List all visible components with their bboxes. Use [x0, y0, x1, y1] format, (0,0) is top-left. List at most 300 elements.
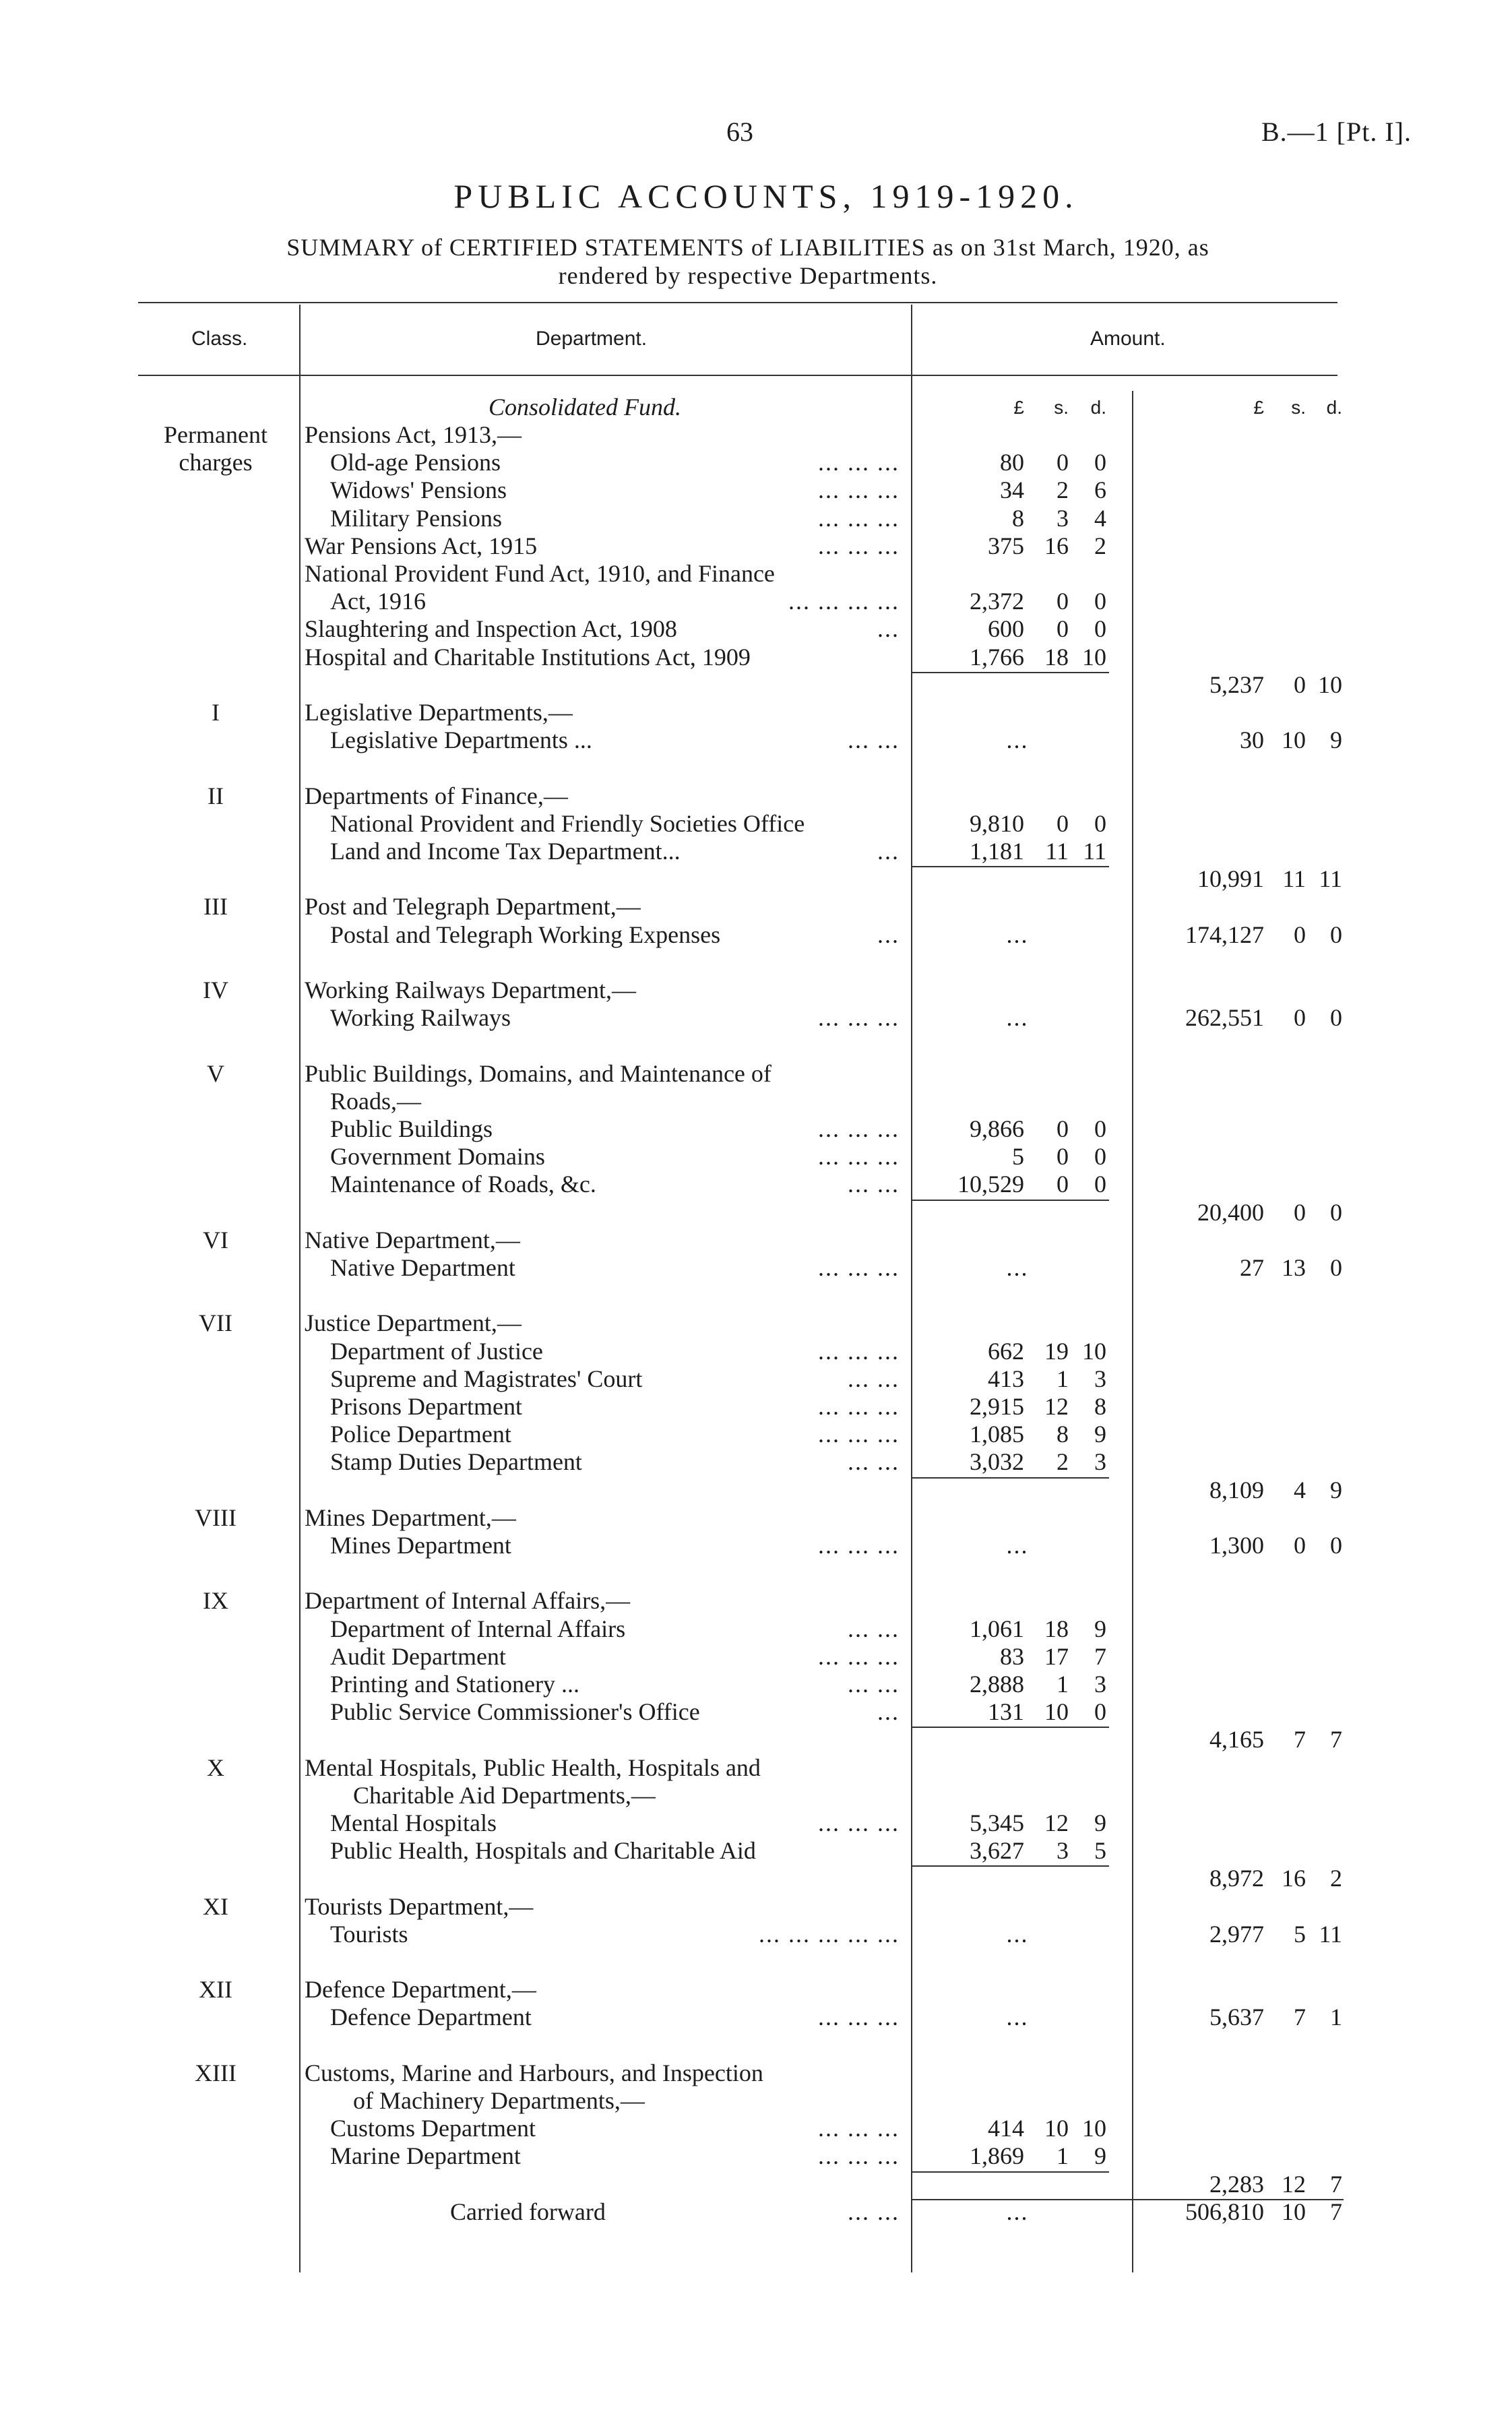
total-pence: 11	[1319, 1920, 1342, 1948]
item-pounds: 662	[988, 1337, 1024, 1365]
item-shillings: 8	[1057, 1421, 1069, 1448]
item-pence: 8	[1094, 1393, 1106, 1420]
item-shillings: 18	[1044, 643, 1069, 671]
table-row	[0, 1393, 1512, 1421]
table-row	[0, 1365, 1512, 1393]
item-pounds: 34	[1000, 476, 1024, 504]
table-row	[0, 1171, 1512, 1198]
item-pounds: 5	[1012, 1143, 1024, 1171]
total-shillings: 7	[1294, 2004, 1306, 2031]
table-row	[0, 1309, 1512, 1337]
item-pence: 10	[1082, 643, 1106, 671]
total-pounds: 4,165	[1209, 1726, 1264, 1754]
table-row	[0, 2198, 1512, 2226]
row-description: Government Domains	[330, 1143, 545, 1171]
total-pence: 7	[1330, 2198, 1342, 2225]
row-description: Working Railways	[330, 1004, 511, 1032]
row-class: Permanent	[164, 421, 267, 448]
item-pounds: 600	[988, 615, 1024, 643]
row-description: Native Department,—	[305, 1226, 520, 1253]
table-row	[0, 893, 1512, 921]
table-row	[0, 588, 1512, 615]
item-pence: 7	[1094, 1642, 1106, 1670]
column-header-class: Class.	[191, 328, 248, 350]
row-description: Charitable Aid Departments,—	[353, 1781, 656, 1809]
total-shillings: 10	[1282, 2198, 1306, 2225]
item-pounds: 1,766	[970, 643, 1024, 671]
item-pence: 9	[1094, 1615, 1106, 1642]
table-row	[0, 1199, 1512, 1227]
total-pound-header: £	[1253, 397, 1264, 418]
item-shillings: 19	[1044, 1337, 1069, 1365]
row-class: XI	[203, 1892, 228, 1920]
table-row	[0, 1338, 1512, 1365]
row-class: XIII	[195, 2059, 237, 2086]
table-row	[0, 1893, 1512, 1921]
row-description: Defence Department,—	[305, 1976, 536, 2004]
item-shillings: 1	[1057, 1671, 1069, 1698]
table-row	[0, 2087, 1512, 2115]
item-pounds: 3,032	[970, 1448, 1024, 1476]
item-pence-header: d.	[1090, 397, 1106, 418]
table-row	[0, 1865, 1512, 1892]
table-row	[0, 810, 1512, 838]
row-class: V	[207, 1059, 224, 1087]
row-description: Tourists	[330, 1920, 408, 1948]
row-description: National Provident Fund Act, 1910, and Finance	[305, 560, 775, 587]
total-pounds: 5,637	[1209, 2004, 1264, 2031]
table-row	[0, 1477, 1512, 1504]
row-class: IV	[203, 976, 228, 1003]
total-pence: 0	[1330, 921, 1342, 948]
total-pounds: 506,810	[1185, 2198, 1264, 2225]
table-row	[0, 1698, 1512, 1726]
row-description: of Machinery Departments,—	[353, 2087, 645, 2114]
item-shillings: 1	[1057, 1365, 1069, 1392]
item-pounds: 9,810	[970, 809, 1024, 837]
total-pence: 11	[1319, 865, 1342, 893]
table-row	[0, 671, 1512, 699]
table-row	[0, 1282, 1512, 1309]
item-amount-dots: ...	[1006, 726, 1029, 754]
item-pounds: 10,529	[957, 1171, 1024, 1198]
table-row	[0, 865, 1512, 893]
table-row	[0, 2032, 1512, 2059]
leader-dots: ... ... ...	[818, 532, 900, 559]
page-title: PUBLIC ACCOUNTS, 1919-1920.	[453, 177, 1079, 215]
item-amount-dots: ...	[1006, 1920, 1029, 1948]
table-row	[0, 1809, 1512, 1837]
leader-dots: ...	[877, 615, 900, 643]
total-pence: 10	[1318, 671, 1342, 698]
row-description: War Pensions Act, 1915	[305, 532, 538, 559]
table-row	[0, 1782, 1512, 1809]
table-row	[0, 1143, 1512, 1171]
item-pence: 11	[1083, 838, 1106, 865]
total-shillings: 11	[1282, 865, 1306, 893]
row-class: VI	[203, 1226, 228, 1253]
row-description: Stamp Duties Department	[330, 1448, 582, 1476]
item-pence: 0	[1094, 1698, 1106, 1726]
item-pounds: 5,345	[970, 1809, 1024, 1836]
item-pence: 3	[1094, 1448, 1106, 1476]
column-header-amount: Amount.	[1090, 328, 1166, 350]
table-row	[0, 1088, 1512, 1115]
row-description: Public Health, Hospitals and Charitable Aid	[330, 1837, 756, 1865]
leader-dots: ... ... ...	[818, 449, 900, 476]
subtitle-line-1: SUMMARY of CERTIFIED STATEMENTS of LIABILITIES as on 31st March, 1920, as	[286, 234, 1209, 261]
total-shillings: 4	[1294, 1476, 1306, 1503]
item-amount-dots: ...	[1006, 1532, 1029, 1559]
total-shillings: 12	[1282, 2170, 1306, 2198]
row-description: Department of Internal Affairs	[330, 1615, 626, 1642]
leader-dots: ... ... ...	[818, 1532, 900, 1559]
item-shillings: 0	[1057, 809, 1069, 837]
leader-dots: ... ... ...	[818, 1004, 900, 1032]
total-shillings: 13	[1282, 1254, 1306, 1281]
leader-dots: ... ... ... ... ...	[759, 1920, 900, 1948]
row-description: Mines Department	[330, 1532, 511, 1559]
row-description: Land and Income Tax Department...	[330, 838, 681, 865]
table-row	[0, 1254, 1512, 1282]
row-description: Legislative Departments ...	[330, 726, 592, 754]
row-description: Mental Hospitals	[330, 1809, 497, 1836]
item-amount-dots: ...	[1006, 921, 1029, 948]
row-class: IX	[203, 1587, 228, 1615]
table-row	[0, 1532, 1512, 1559]
row-description: Department of Justice	[330, 1337, 543, 1365]
table-row	[0, 1948, 1512, 1976]
table-row	[0, 532, 1512, 560]
row-class: VII	[199, 1309, 232, 1337]
row-class: I	[212, 699, 220, 726]
table-row	[0, 1837, 1512, 1865]
total-pounds: 27	[1240, 1254, 1264, 1281]
row-description: Widows' Pensions	[330, 476, 507, 504]
consolidated-fund-heading: Consolidated Fund.	[489, 394, 681, 421]
table-row	[0, 615, 1512, 643]
item-pence: 9	[1094, 2142, 1106, 2170]
table-row	[0, 921, 1512, 949]
row-description: Hospital and Charitable Institutions Act, 1909	[305, 643, 751, 671]
fund-heading-row	[0, 394, 1512, 421]
table-row	[0, 2115, 1512, 2142]
total-pence: 7	[1330, 1726, 1342, 1754]
item-pounds: 1,061	[970, 1615, 1024, 1642]
subtitle-line-2: rendered by respective Departments.	[558, 262, 938, 289]
table-row	[0, 976, 1512, 1004]
row-class: charges	[179, 449, 253, 476]
table-row	[0, 949, 1512, 976]
total-pounds: 2,977	[1209, 1920, 1264, 1948]
table-row	[0, 505, 1512, 532]
item-shillings: 10	[1044, 2115, 1069, 2142]
table-row	[0, 726, 1512, 754]
item-pounds: 3,627	[970, 1837, 1024, 1865]
leader-dots: ... ... ...	[818, 1809, 900, 1836]
table-row	[0, 2059, 1512, 2087]
item-pound-header: £	[1013, 397, 1024, 418]
item-shillings: 12	[1044, 1393, 1069, 1420]
item-pence: 3	[1094, 1671, 1106, 1698]
item-amount-dots: ...	[1006, 2198, 1029, 2225]
row-class: II	[208, 782, 224, 809]
row-class: XII	[199, 1976, 232, 2004]
total-shillings: 16	[1282, 1865, 1306, 1892]
item-shillings: 16	[1044, 532, 1069, 559]
table-row	[0, 782, 1512, 810]
row-description: Justice Department,—	[305, 1309, 522, 1337]
item-pounds: 2,888	[970, 1671, 1024, 1698]
leader-dots: ... ... ...	[818, 1421, 900, 1448]
leader-dots: ... ... ...	[818, 476, 900, 504]
item-shillings: 0	[1057, 1115, 1069, 1142]
item-pence: 0	[1094, 1143, 1106, 1171]
item-shillings: 18	[1044, 1615, 1069, 1642]
total-shillings: 7	[1294, 1726, 1306, 1754]
total-pence: 0	[1330, 1004, 1342, 1032]
table-row	[0, 2171, 1512, 2198]
table-row	[0, 1227, 1512, 1254]
item-amount-dots: ...	[1006, 2004, 1029, 2031]
total-pence: 0	[1330, 1254, 1342, 1281]
total-shillings: 0	[1294, 1532, 1306, 1559]
leader-dots: ... ... ...	[818, 1337, 900, 1365]
row-description: Military Pensions	[330, 504, 503, 532]
leader-dots: ... ... ...	[818, 1642, 900, 1670]
leader-dots: ... ... ...	[818, 1115, 900, 1142]
total-pounds: 30	[1240, 726, 1264, 754]
item-pounds: 1,181	[970, 838, 1024, 865]
item-pence: 0	[1094, 809, 1106, 837]
row-description: Departments of Finance,—	[305, 782, 568, 809]
row-description: Native Department	[330, 1254, 515, 1281]
leader-dots: ... ... ...	[818, 2004, 900, 2031]
table-row	[0, 1587, 1512, 1615]
table-row	[0, 644, 1512, 671]
item-pounds: 131	[988, 1698, 1024, 1726]
item-pence: 3	[1094, 1365, 1106, 1392]
row-description: Post and Telegraph Department,—	[305, 893, 641, 921]
row-description: Pensions Act, 1913,—	[305, 421, 522, 448]
row-class: X	[207, 1754, 224, 1781]
total-pence: 9	[1330, 1476, 1342, 1503]
item-pence: 10	[1082, 2115, 1106, 2142]
leader-dots: ... ... ...	[818, 1393, 900, 1420]
item-pounds: 83	[1000, 1642, 1024, 1670]
row-description: Roads,—	[330, 1087, 421, 1115]
leader-dots: ... ...	[848, 1365, 900, 1392]
row-description: Carried forward	[450, 2198, 606, 2225]
row-description: Slaughtering and Inspection Act, 1908	[305, 615, 677, 643]
row-description: Old-age Pensions	[330, 449, 501, 476]
column-header-department: Department.	[536, 328, 648, 350]
table-row	[0, 838, 1512, 865]
table-row	[0, 1726, 1512, 1754]
item-shillings: 1	[1057, 2142, 1069, 2170]
row-description: Maintenance of Roads, &c.	[330, 1171, 596, 1198]
total-pounds: 1,300	[1209, 1532, 1264, 1559]
total-pence: 0	[1330, 1198, 1342, 1226]
item-pounds: 1,085	[970, 1421, 1024, 1448]
item-pence: 0	[1094, 1171, 1106, 1198]
table-row	[0, 1671, 1512, 1698]
leader-dots: ...	[877, 921, 900, 948]
table-row	[0, 699, 1512, 726]
row-description: Police Department	[330, 1421, 511, 1448]
table-row	[0, 1448, 1512, 1476]
row-description: Mines Department,—	[305, 1503, 516, 1531]
item-shillings: 0	[1057, 449, 1069, 476]
row-description: Public Buildings	[330, 1115, 493, 1142]
table-row	[0, 476, 1512, 504]
total-pence: 1	[1330, 2004, 1342, 2031]
item-pence: 5	[1094, 1837, 1106, 1865]
item-pence: 9	[1094, 1421, 1106, 1448]
row-description: Department of Internal Affairs,—	[305, 1587, 631, 1615]
item-shillings: 10	[1044, 1698, 1069, 1726]
table-row	[0, 1032, 1512, 1059]
item-pounds: 414	[988, 2115, 1024, 2142]
row-description: Legislative Departments,—	[305, 699, 573, 726]
leader-dots: ... ...	[848, 1448, 900, 1476]
leader-dots: ... ... ...	[818, 504, 900, 532]
row-class: VIII	[195, 1503, 237, 1531]
item-amount-dots: ...	[1006, 1254, 1029, 1281]
row-description: Public Service Commissioner's Office	[330, 1698, 700, 1726]
total-pounds: 2,283	[1209, 2170, 1264, 2198]
table-row	[0, 1421, 1512, 1448]
total-pence: 9	[1330, 726, 1342, 754]
table-row	[0, 1004, 1512, 1032]
item-pence: 0	[1094, 615, 1106, 643]
table-row	[0, 449, 1512, 476]
item-pounds: 2,372	[970, 588, 1024, 615]
item-shillings: 0	[1057, 588, 1069, 615]
item-amount-dots: ...	[1006, 1004, 1029, 1032]
item-shillings: 2	[1057, 476, 1069, 504]
row-description: Public Buildings, Domains, and Maintenance of	[305, 1059, 771, 1087]
total-shillings: 0	[1294, 1198, 1306, 1226]
leader-dots: ... ... ...	[818, 2115, 900, 2142]
item-shillings: 12	[1044, 1809, 1069, 1836]
item-shilling-header: s.	[1054, 397, 1069, 418]
item-shillings: 11	[1045, 838, 1069, 865]
row-description: Postal and Telegraph Working Expenses	[330, 921, 721, 948]
row-description: Marine Department	[330, 2142, 521, 2170]
total-pence: 0	[1330, 1532, 1342, 1559]
item-pounds: 375	[988, 532, 1024, 559]
item-pence: 10	[1082, 1337, 1106, 1365]
item-pounds: 413	[988, 1365, 1024, 1392]
leader-dots: ... ... ...	[818, 2142, 900, 2170]
total-shillings: 5	[1294, 1920, 1306, 1948]
leader-dots: ...	[877, 1698, 900, 1726]
total-pounds: 5,237	[1209, 671, 1264, 698]
table-row	[0, 2004, 1512, 2031]
row-description: Supreme and Magistrates' Court	[330, 1365, 643, 1392]
row-description: National Provident and Friendly Societies Office	[330, 809, 805, 837]
item-shillings: 3	[1057, 504, 1069, 532]
leader-dots: ... ...	[848, 2198, 900, 2225]
total-pounds: 10,991	[1197, 865, 1264, 893]
item-shillings: 2	[1057, 1448, 1069, 1476]
row-description: Audit Department	[330, 1642, 506, 1670]
total-shillings: 0	[1294, 671, 1306, 698]
page-subtitle	[141, 233, 1354, 290]
item-pence: 0	[1094, 588, 1106, 615]
total-pence: 2	[1330, 1865, 1342, 1892]
item-shillings: 0	[1057, 1143, 1069, 1171]
leader-dots: ... ... ...	[818, 1143, 900, 1171]
row-description: Mental Hospitals, Public Health, Hospitals and	[305, 1754, 761, 1781]
total-pounds: 174,127	[1185, 921, 1264, 948]
row-description: Act, 1916	[330, 588, 426, 615]
table-row	[0, 1060, 1512, 1088]
row-description: Customs, Marine and Harbours, and Inspection	[305, 2059, 763, 2086]
leader-dots: ... ...	[848, 726, 900, 754]
leader-dots: ...	[877, 838, 900, 865]
total-pence: 7	[1330, 2170, 1342, 2198]
row-description: Customs Department	[330, 2115, 536, 2142]
page-number: 63	[726, 117, 753, 147]
row-description: Printing and Stationery ...	[330, 1671, 579, 1698]
total-shillings: 10	[1282, 726, 1306, 754]
leader-dots: ... ...	[848, 1671, 900, 1698]
item-pence: 9	[1094, 1809, 1106, 1836]
table-row	[0, 560, 1512, 588]
total-pounds: 20,400	[1197, 1198, 1264, 1226]
item-pounds: 80	[1000, 449, 1024, 476]
table-row	[0, 1115, 1512, 1143]
item-pounds: 9,866	[970, 1115, 1024, 1142]
total-shillings: 0	[1294, 921, 1306, 948]
leader-dots: ... ... ... ...	[788, 588, 900, 615]
total-shilling-header: s.	[1291, 397, 1306, 418]
table-row	[0, 1976, 1512, 2004]
document-reference: B.—1 [Pt. I].	[1261, 117, 1412, 147]
total-pounds: 8,109	[1209, 1476, 1264, 1503]
table-row	[0, 754, 1512, 782]
row-description: Tourists Department,—	[305, 1892, 534, 1920]
item-shillings: 0	[1057, 615, 1069, 643]
item-shillings: 17	[1044, 1642, 1069, 1670]
item-shillings: 3	[1057, 1837, 1069, 1865]
item-pence: 6	[1094, 476, 1106, 504]
row-description: Prisons Department	[330, 1393, 522, 1420]
item-pounds: 1,869	[970, 2142, 1024, 2170]
leader-dots: ... ...	[848, 1171, 900, 1198]
leader-dots: ... ...	[848, 1615, 900, 1642]
table-top-rule	[138, 302, 1337, 303]
total-pence-header: d.	[1326, 397, 1342, 418]
item-pence: 4	[1094, 504, 1106, 532]
item-pence: 0	[1094, 449, 1106, 476]
table-row	[0, 1754, 1512, 1782]
table-row	[0, 1559, 1512, 1587]
total-pounds: 8,972	[1209, 1865, 1264, 1892]
item-pounds: 8	[1012, 504, 1024, 532]
row-description: Defence Department	[330, 2004, 532, 2031]
item-pounds: 2,915	[970, 1393, 1024, 1420]
table-row	[0, 1504, 1512, 1532]
row-class: III	[203, 893, 228, 921]
table-row	[0, 1643, 1512, 1671]
item-shillings: 0	[1057, 1171, 1069, 1198]
table-row	[0, 1615, 1512, 1643]
table-row	[0, 2142, 1512, 2170]
item-pence: 2	[1094, 532, 1106, 559]
